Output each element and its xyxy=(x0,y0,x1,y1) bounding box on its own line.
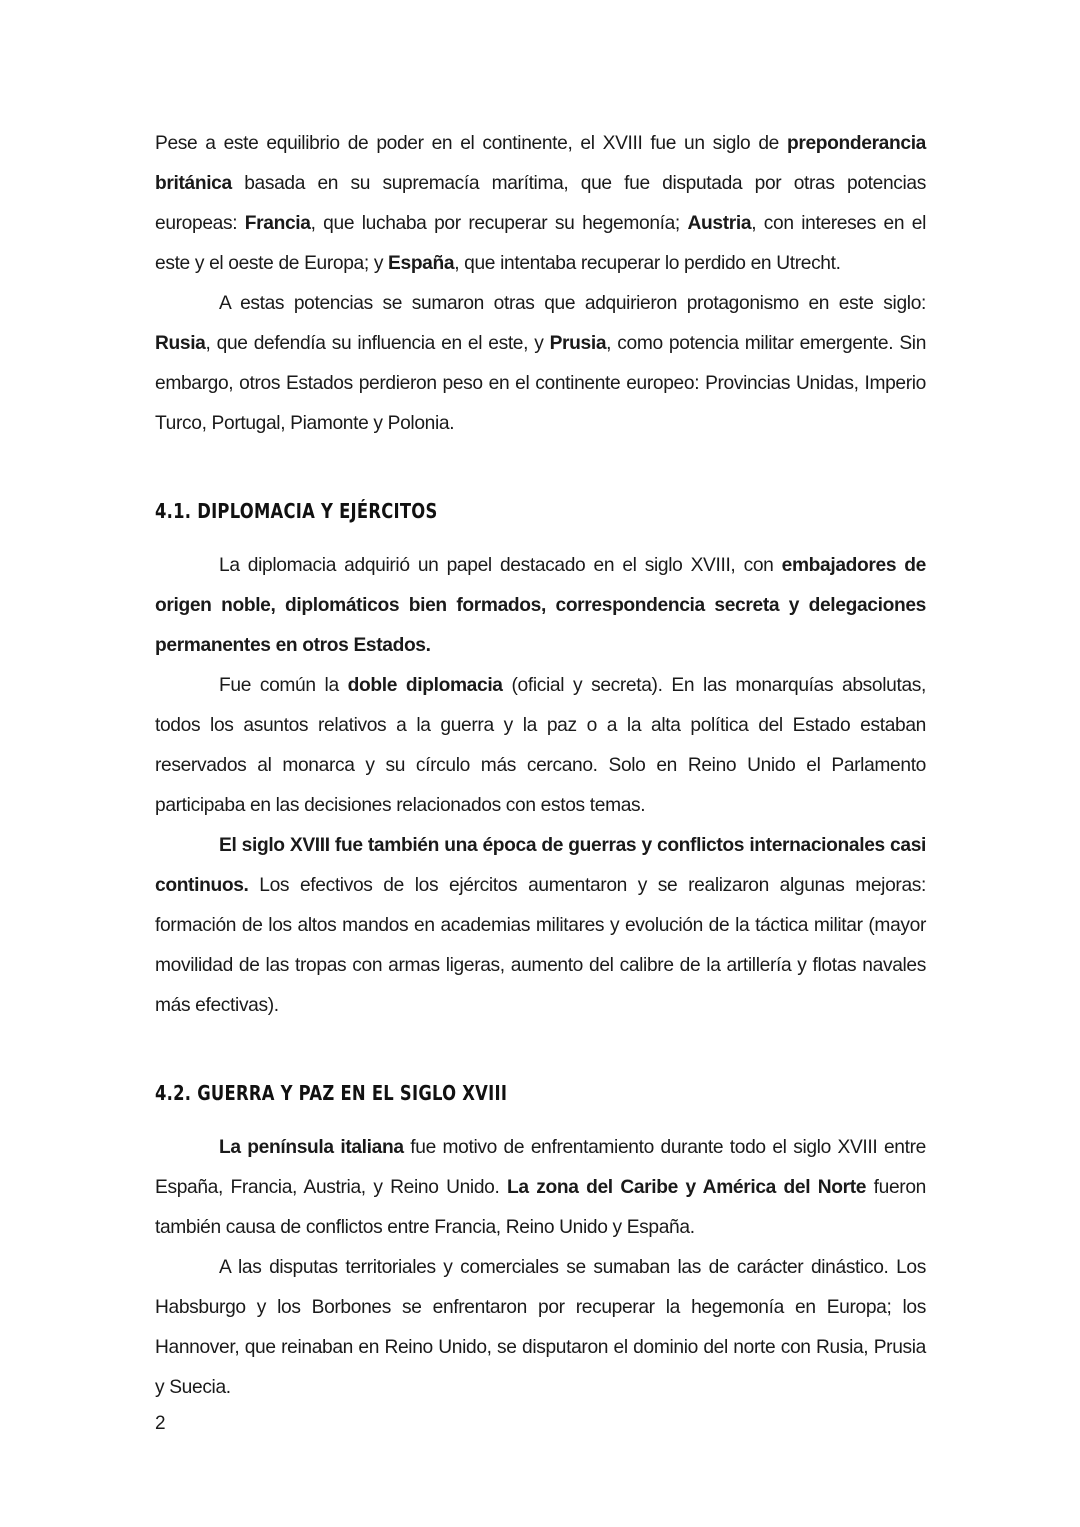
bold-term: El siglo XVIII fue también una época de guerras y conflictos internacionales casi continuos. xyxy=(155,835,926,896)
intro-paragraph-1 xyxy=(155,124,926,284)
text-run: basada en su supremacía marítima, que fue disputada por otras potencias europeas: xyxy=(155,173,926,234)
text-run: , que luchaba por recuperar su hegemonía; xyxy=(310,213,688,234)
bold-term: Francia xyxy=(244,213,311,234)
text-run: Pese a este equilibrio de poder en el continente, el XVIII fue un siglo de xyxy=(155,133,787,154)
bold-term: preponderancia británica xyxy=(155,133,926,194)
text-run: A las disputas territoriales y comerciales se sumaban las de carácter dinástico. Los Habsburgo y los Borbones se enfrentaron por recuperar la hegemonía en Europa; los Hannover, que reinaban en Reino Unido, se disputaron el dominio del norte con Rusia, Prusia y Suecia. xyxy=(155,1257,926,1398)
section-1-paragraph-1 xyxy=(155,546,926,666)
text-run: La diplomacia adquirió un papel destacado en el siglo XVIII, con xyxy=(219,555,782,576)
bold-term: España xyxy=(388,253,455,274)
bold-term: Prusia xyxy=(549,333,607,354)
text-run: Los efectivos de los ejércitos aumentaron y se realizaron algunas mejoras: formación de los altos mandos en academias militares y evolución de la táctica militar (mayor movilidad de las tropas con armas ligeras, aumento del calibre de la artillería y flotas navales más efectivas). xyxy=(155,875,926,1016)
text-run: Fue común la xyxy=(219,675,348,696)
text-run: A estas potencias se sumaron otras que adquirieron protagonismo en este siglo: xyxy=(219,293,926,314)
bold-term: Rusia xyxy=(155,333,206,354)
text-run: fue motivo de enfrentamiento durante todo el siglo XVIII entre España, Francia, Austria, y Reino Unido. xyxy=(155,1137,926,1198)
bold-term: embajadores de origen noble, diplomáticos bien formados, correspondencia secreta y delegaciones permanentes en otros Estados. xyxy=(155,555,927,656)
bold-term: Austria xyxy=(687,213,752,234)
section-heading-guerra-paz: 4.2. GUERRA Y PAZ EN EL SIGLO XVIII xyxy=(155,1081,508,1105)
intro-paragraph-2 xyxy=(155,284,926,444)
section-2-paragraph-2 xyxy=(155,1248,926,1408)
bold-term: La península italiana xyxy=(219,1137,404,1158)
text-run: , que intentaba recuperar lo perdido en Utrecht. xyxy=(454,253,841,274)
page-number: 2 xyxy=(155,1413,166,1434)
text-run: , con intereses en el este y el oeste de Europa; y xyxy=(155,213,926,274)
bold-term: doble diplomacia xyxy=(347,675,503,696)
section-heading-diplomacia: 4.1. DIPLOMACIA Y EJÉRCITOS xyxy=(155,499,438,523)
bold-term: La zona del Caribe y América del Norte xyxy=(507,1177,867,1198)
text-run: (oficial y secreta). En las monarquías absolutas, todos los asuntos relativos a la guerra y la paz o a la alta política del Estado estaban reservados al monarca y su círculo más cercano. Solo en Reino Unido el Parlamento participaba en las decisiones relacionados con estos temas. xyxy=(155,675,927,816)
document-page xyxy=(155,124,926,1408)
section-2-paragraph-1 xyxy=(155,1128,926,1248)
text-run: , como potencia militar emergente. Sin embargo, otros Estados perdieron peso en el continente europeo: Provincias Unidas, Imperio Turco, Portugal, Piamonte y Polonia. xyxy=(155,333,927,434)
text-run: fueron también causa de conflictos entre Francia, Reino Unido y España. xyxy=(155,1177,926,1238)
text-run: , que defendía su influencia en el este, y xyxy=(205,333,550,354)
section-1-paragraph-2 xyxy=(155,666,926,826)
section-1-paragraph-3 xyxy=(155,826,926,1026)
